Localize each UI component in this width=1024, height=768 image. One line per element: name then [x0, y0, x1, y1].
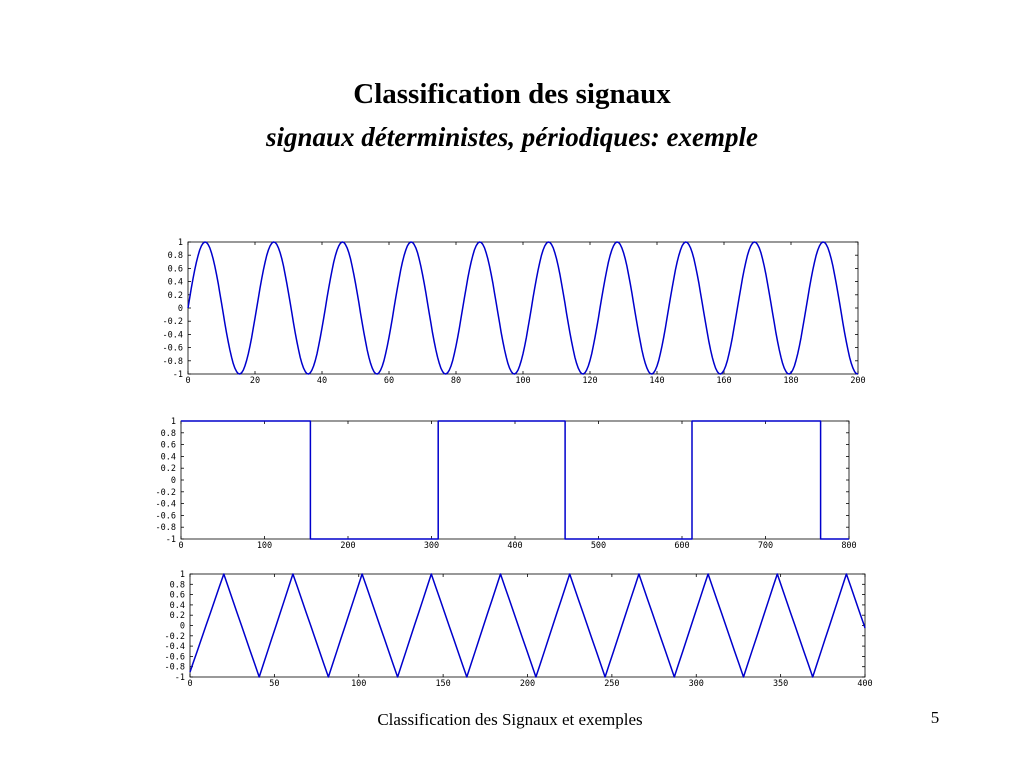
- x-tick-label: 350: [772, 679, 789, 689]
- x-tick-label: 0: [187, 679, 193, 689]
- x-tick-label: 800: [841, 541, 857, 551]
- x-tick-label: 150: [435, 679, 451, 689]
- y-tick-label: -0.6: [164, 652, 185, 663]
- y-tick-label: -0.6: [162, 343, 183, 354]
- x-tick-label: 100: [351, 679, 367, 689]
- y-tick-label: -0.2: [162, 317, 183, 328]
- sinusoid-signal-line: [188, 242, 858, 374]
- slide-title: Classification des signaux: [353, 78, 671, 110]
- y-tick-label: 0.8: [169, 580, 185, 591]
- x-tick-label: 160: [716, 376, 732, 386]
- y-tick-label: -0.6: [155, 511, 176, 522]
- x-tick-label: 200: [340, 541, 356, 551]
- y-tick-label: 0.6: [167, 264, 183, 275]
- x-tick-label: 400: [857, 679, 873, 689]
- x-tick-label: 20: [249, 376, 261, 386]
- plot-frame-3: [190, 574, 865, 677]
- y-tick-label: 1: [177, 238, 183, 248]
- y-tick-label: 0.2: [167, 290, 183, 301]
- footer-text: Classification des Signaux et exemples: [377, 710, 643, 729]
- x-tick-label: 400: [507, 541, 523, 551]
- y-tick-label: -1: [174, 673, 185, 683]
- x-tick-label: 200: [850, 376, 866, 386]
- x-tick-label: 80: [450, 376, 462, 386]
- x-tick-label: 40: [316, 376, 328, 386]
- y-tick-label: 0.2: [160, 464, 176, 475]
- x-tick-label: 300: [688, 679, 704, 689]
- y-tick-label: 0.4: [167, 277, 183, 288]
- y-tick-label: -0.4: [155, 499, 176, 510]
- x-tick-label: 0: [185, 376, 191, 386]
- y-tick-label: 0.4: [160, 452, 176, 463]
- x-tick-label: 700: [757, 541, 774, 551]
- y-tick-label: 0.6: [169, 590, 185, 601]
- x-tick-label: 100: [515, 376, 531, 386]
- y-tick-label: -0.2: [164, 631, 185, 642]
- y-tick-label: 0.8: [160, 428, 176, 439]
- plot-frame-2: [181, 421, 849, 539]
- y-tick-label: -0.8: [164, 662, 185, 673]
- y-tick-label: -1: [172, 370, 183, 380]
- x-tick-label: 200: [519, 679, 536, 689]
- triangle-signal-line: [190, 574, 865, 677]
- y-tick-label: 0.2: [169, 611, 185, 622]
- y-tick-label: 0.6: [160, 440, 176, 451]
- y-tick-label: 0: [179, 621, 185, 632]
- page-number: 5: [930, 708, 940, 727]
- x-tick-label: 0: [178, 541, 184, 551]
- y-tick-label: 0.4: [169, 600, 185, 611]
- x-tick-label: 50: [269, 679, 280, 689]
- y-tick-label: -1: [165, 535, 176, 545]
- y-tick-label: -0.8: [162, 356, 183, 367]
- y-tick-label: -0.2: [155, 487, 176, 498]
- y-tick-label: 1: [170, 417, 176, 427]
- x-tick-label: 180: [783, 376, 799, 386]
- y-tick-label: 0.8: [167, 251, 183, 262]
- y-tick-label: 1: [179, 570, 185, 580]
- y-tick-label: 0: [177, 304, 183, 314]
- y-tick-label: -0.8: [155, 523, 176, 534]
- x-tick-label: 60: [383, 376, 395, 386]
- x-tick-label: 500: [590, 541, 607, 551]
- x-tick-label: 250: [604, 679, 620, 689]
- slide-subtitle: signaux déterministes, périodiques: exemple: [266, 122, 758, 152]
- square-signal-line: [181, 421, 849, 539]
- y-tick-label: -0.4: [162, 330, 183, 341]
- x-tick-label: 120: [582, 376, 598, 386]
- x-tick-label: 300: [423, 541, 440, 551]
- y-tick-label: -0.4: [164, 642, 185, 653]
- x-tick-label: 600: [674, 541, 690, 551]
- y-tick-label: 0: [170, 476, 176, 486]
- x-tick-label: 100: [256, 541, 273, 551]
- x-tick-label: 140: [649, 376, 665, 386]
